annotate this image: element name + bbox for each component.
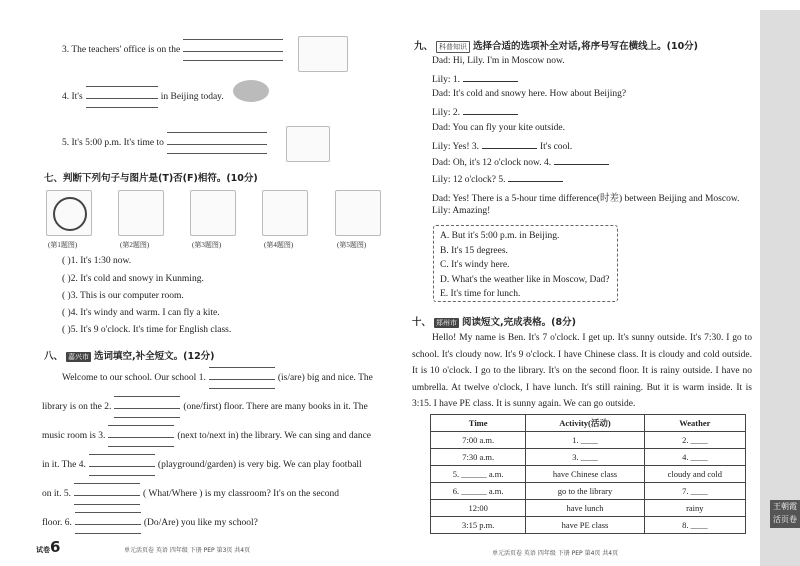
- th: Weather: [644, 415, 745, 432]
- answer-blank[interactable]: [114, 402, 180, 412]
- q6-item-5: [62, 138, 270, 148]
- answer-blank[interactable]: [554, 156, 609, 165]
- rain-cloud-image: [233, 80, 269, 102]
- text: Lily: 2.: [432, 108, 460, 119]
- option: E. It's time for lunch.: [440, 289, 521, 299]
- q8-line: [42, 402, 368, 412]
- page-edge: [760, 10, 800, 566]
- dialogue-line: [432, 73, 521, 85]
- brand-name: 王朝霞: [773, 502, 797, 511]
- text: 3. The teachers' office is on the: [62, 45, 181, 56]
- dialogue-line: [432, 190, 739, 204]
- paper-number: [36, 538, 60, 556]
- q8-line: [42, 489, 339, 499]
- table-row: [431, 432, 746, 449]
- q8-line: [42, 460, 362, 470]
- tf-item[interactable]: ( )1. It's 1:30 now.: [62, 256, 132, 266]
- children-image: [118, 190, 164, 236]
- text: Dad: Yes! There is a 5-hour time difference(时差) between Beijing and Moscow.: [432, 193, 740, 204]
- text: Dad: Oh, it's 12 o'clock now. 4.: [432, 158, 552, 169]
- num: 八、: [44, 351, 64, 362]
- q8-title: [44, 348, 215, 362]
- dialogue-line: [432, 89, 626, 99]
- q8-line: [42, 431, 371, 441]
- table-cell: have Chinese class: [526, 466, 644, 483]
- th: Activity(活动): [526, 415, 644, 432]
- tf-item[interactable]: ( )5. It's 9 o'clock. It's time for English class.: [62, 325, 232, 335]
- text: Lily: 1.: [432, 74, 460, 85]
- label: 试卷: [36, 546, 50, 554]
- brand-tab: [770, 500, 800, 528]
- title: 选词填空,补全短文。(12分): [94, 351, 215, 362]
- option: D. What's the weather like in Moscow, Dad?: [440, 274, 610, 285]
- dialogue-line: [432, 123, 565, 133]
- option: B. It's 15 degrees.: [440, 245, 508, 256]
- table-cell: have lunch: [526, 500, 644, 517]
- answer-blank[interactable]: [183, 45, 283, 55]
- answer-blank[interactable]: [75, 518, 141, 528]
- dialogue-line: [432, 206, 490, 216]
- t: on it. 5.: [42, 489, 72, 500]
- table-cell: go to the library: [526, 483, 644, 500]
- t: (playground/garden) is very big. We can play football: [157, 460, 362, 471]
- table-row: [431, 517, 746, 534]
- class-image: [335, 190, 381, 236]
- q8-line: [62, 373, 373, 383]
- tf-item[interactable]: ( )3. This is our computer room.: [62, 291, 184, 301]
- region-badge: 郑州市: [436, 319, 458, 327]
- dialogue-line: [432, 173, 566, 185]
- park-image: [262, 190, 308, 236]
- tf-item[interactable]: ( )4. It's windy and warm. I can fly a kite.: [62, 308, 220, 318]
- table-cell[interactable]: 5. ______ a.m.: [431, 466, 526, 483]
- table-cell[interactable]: 1. ____: [526, 432, 644, 449]
- caption: (第3题图): [192, 241, 222, 249]
- t: music room is 3.: [42, 431, 106, 442]
- option: C. It's windy here.: [440, 260, 510, 270]
- num: 九、: [414, 41, 434, 52]
- region-badge: 嘉兴市: [68, 353, 90, 361]
- t: (one/first) floor. There are many books in it. The: [183, 402, 368, 413]
- num: 十、: [412, 317, 432, 328]
- table-cell[interactable]: 7. ____: [644, 483, 745, 500]
- house-image: [286, 126, 330, 162]
- table-cell: 7:00 a.m.: [431, 432, 526, 449]
- building-image: [298, 36, 348, 72]
- num: 6: [50, 538, 61, 556]
- title: 阅读短文,完成表格。(8分): [462, 317, 576, 328]
- answer-blank[interactable]: [482, 140, 537, 149]
- text: 4. It's: [62, 92, 83, 103]
- q8-line: [42, 518, 258, 528]
- q9-title: [414, 38, 698, 53]
- answer-blank[interactable]: [74, 489, 140, 499]
- t: in it. The 4.: [42, 460, 86, 471]
- table-cell[interactable]: 2. ____: [644, 432, 745, 449]
- category-badge: 科普知识: [436, 41, 470, 53]
- table-row: [431, 483, 746, 500]
- table-cell: 12:00: [431, 500, 526, 517]
- text: Lily: Amazing!: [432, 206, 491, 217]
- caption: (第1题图): [48, 241, 78, 249]
- text: Lily: 12 o'clock? 5.: [432, 174, 506, 185]
- clock-image: [46, 190, 92, 236]
- text: 5. It's 5:00 p.m. It's time to: [62, 138, 164, 149]
- table-cell[interactable]: 6. ______ a.m.: [431, 483, 526, 500]
- table-cell: rainy: [644, 500, 745, 517]
- caption: (第4题图): [264, 241, 294, 249]
- text: in Beijing today.: [160, 92, 224, 103]
- options-box: [433, 225, 618, 302]
- title: 选择合适的选项补全对话,将序号写在横线上。(10分): [473, 41, 699, 52]
- t: ( What/Where ) is my classroom? It's on the second: [143, 489, 339, 500]
- text: Dad: It's cold and snowy here. How about Beijing?: [432, 89, 627, 100]
- table-row: [431, 466, 746, 483]
- table-row: [431, 500, 746, 517]
- answer-blank[interactable]: [209, 373, 275, 383]
- info-table: [430, 414, 746, 534]
- q6-item-4: [62, 92, 224, 102]
- footer-right: 单元活页卷 英语 四年级 下册 PEP 第4页 共4页: [492, 550, 619, 557]
- answer-blank[interactable]: [108, 431, 174, 441]
- table-cell: 7:30 a.m.: [431, 449, 526, 466]
- table-cell: cloudy and cold: [644, 466, 745, 483]
- table-cell: have PE class: [526, 517, 644, 534]
- table-cell[interactable]: 4. ____: [644, 449, 745, 466]
- t: Welcome to our school. Our school 1.: [62, 373, 206, 384]
- option: A. But it's 5:00 p.m. in Beijing.: [440, 231, 560, 241]
- answer-blank[interactable]: [508, 173, 563, 182]
- answer-blank[interactable]: [167, 138, 267, 148]
- q10-title: [412, 314, 576, 328]
- table-cell: 3:15 p.m.: [431, 517, 526, 534]
- t: library is on the 2.: [42, 402, 112, 413]
- answer-blank[interactable]: [463, 106, 518, 115]
- table-row: [431, 449, 746, 466]
- brand-sub: 活页卷: [773, 515, 797, 524]
- q6-item-3: [62, 45, 286, 55]
- answer-blank[interactable]: [89, 460, 155, 470]
- text: Dad: Hi, Lily. I'm in Moscow now.: [432, 56, 565, 66]
- dialogue-line: [432, 156, 612, 168]
- q7-title: 七、判断下列句子与图片是(T)否(F)相符。(10分): [44, 173, 258, 184]
- room-image: [190, 190, 236, 236]
- caption: (第2题图): [120, 241, 150, 249]
- t: (next to/next in) the library. We can sing and dance: [177, 431, 371, 442]
- answer-blank[interactable]: [463, 73, 518, 82]
- reading-passage: Hello! My name is Ben. It's 7 o'clock. I get up. It's sunny outside. It's 7:30. I go to school. It's cloudy now. It's 9 o'clock. I have Chinese class. It is cloudy and cold outside. It is 10 o'clock. I go to the library. It's on the second floor. It is rainy outside. I have no umbrella. At twelve o'clock, I have lunch. It's still raining. But it is warm inside. It is 3:15. I have PE class. It is sunny again. We can go outside.: [412, 333, 752, 409]
- text: Dad: You can fly your kite outside.: [432, 122, 565, 133]
- answer-blank[interactable]: [86, 92, 158, 102]
- text: Lily: Yes! 3.: [432, 141, 479, 152]
- table-cell[interactable]: 8. ____: [644, 517, 745, 534]
- dialogue-line: [432, 140, 572, 152]
- footer-left: 单元活页卷 英语 四年级 下册 PEP 第3页 共4页: [124, 547, 251, 554]
- t: floor. 6.: [42, 518, 72, 529]
- tf-item[interactable]: ( )2. It's cold and snowy in Kunming.: [62, 274, 204, 284]
- dialogue-line: [432, 56, 565, 66]
- dialogue-line: [432, 106, 521, 118]
- t: (is/are) big and nice. The: [277, 373, 373, 384]
- t: (Do/Are) you like my school?: [143, 518, 258, 529]
- th: Time: [431, 415, 526, 432]
- caption: (第5题图): [337, 241, 367, 249]
- text: It's cool.: [539, 141, 573, 152]
- table-cell[interactable]: 3. ____: [526, 449, 644, 466]
